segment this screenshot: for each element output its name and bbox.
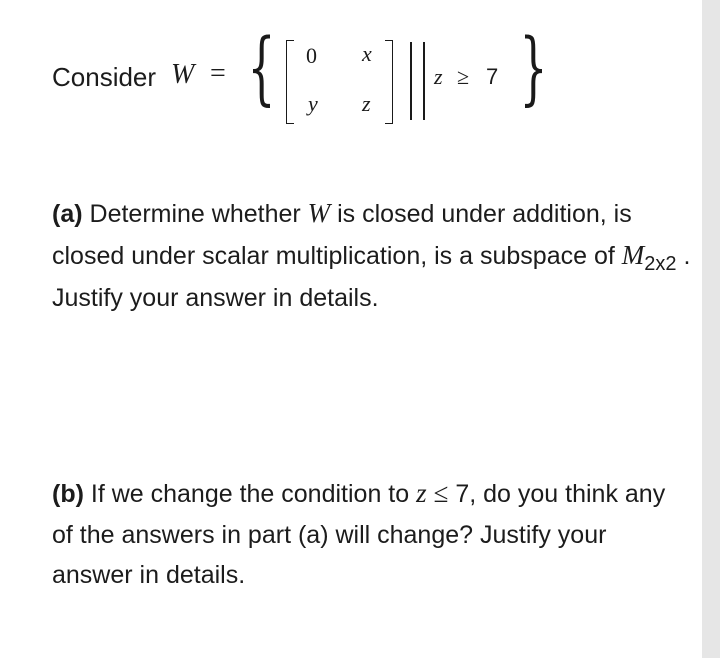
condition-value: 7 [486,64,499,89]
matrix-entry-11: 0 [306,43,317,68]
matrix-entry-21: y [308,91,318,116]
condition-operator: ≥ [457,64,470,89]
equals-sign: = [210,58,226,89]
matrix-entry-12: x [362,41,372,66]
part-b-text-2: , do you think any of the answers in part (a) will change? Justify your answer in details. [52,480,666,589]
part-a-text-1: Determine whether [82,200,308,228]
such-that-bar-right [423,42,425,120]
right-set-brace: } [519,21,548,114]
part-b-condition-operator: ≤ [433,478,449,508]
left-set-brace: { [247,21,276,114]
matrix-space-subscript: 2x2 [644,252,677,275]
part-b-condition-value: 7 [455,480,470,508]
part-a-text-3: . Justify your answer in details. [52,241,691,312]
such-that-bar-left [410,42,412,120]
part-a-label: (a) [52,200,83,228]
part-b-label: (b) [52,480,84,508]
matrix-left-bracket [286,40,294,124]
part-a-set-variable: W [307,198,331,228]
right-edge-strip [702,0,720,658]
matrix-entry-22: z [362,91,371,116]
part-b-text-1: If we change the condition to [83,480,417,508]
set-variable-w: W [171,59,195,90]
part-b-question [52,473,692,596]
part-b-condition-variable: z [416,478,427,508]
part-a-question [52,193,692,319]
definition-lead-text: Consider [52,62,157,92]
condition-variable: z [434,64,443,89]
matrix-right-bracket [385,40,393,124]
matrix-space-symbol: M [621,239,645,270]
part-a-text-2: is closed under addition, is closed under scalar multiplication, is a subspace of [52,200,632,270]
